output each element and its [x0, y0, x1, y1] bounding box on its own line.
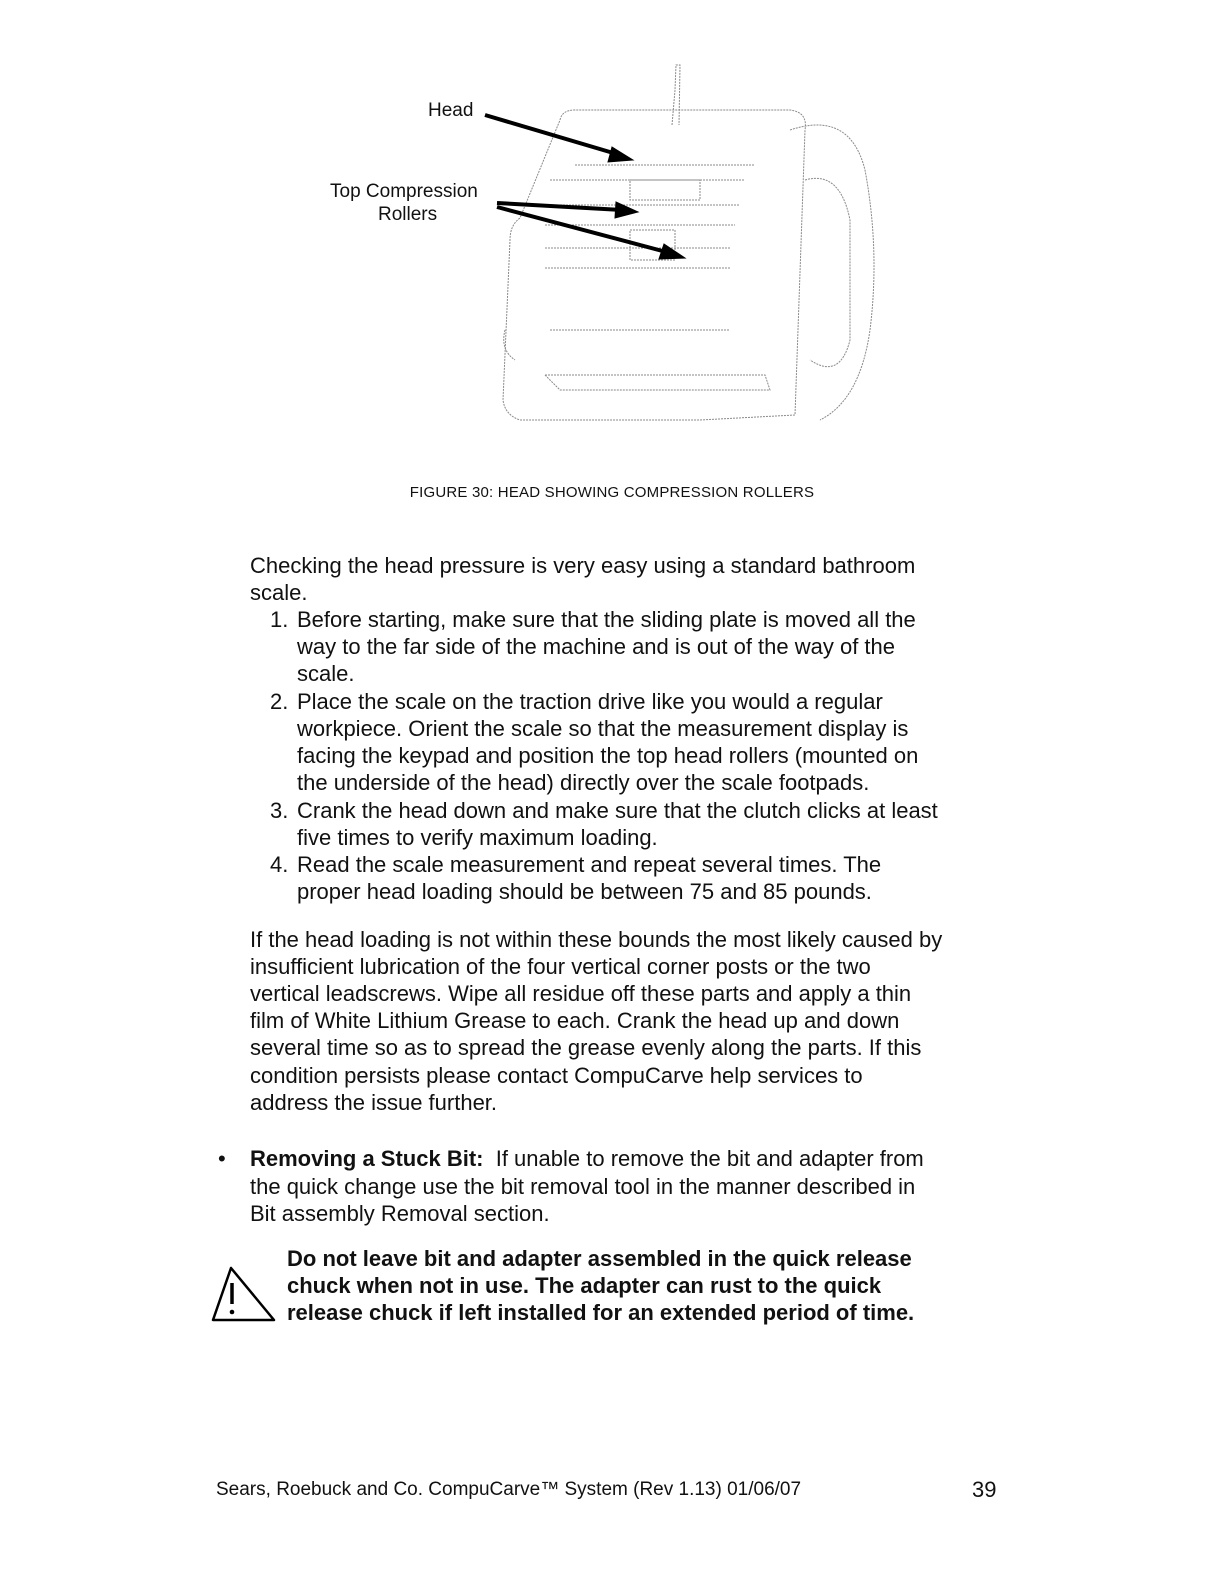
step-line: Read the scale measurement and repeat several times. The: [297, 852, 882, 877]
intro-line: Checking the head pressure is very easy using a standard bathroom: [250, 553, 916, 578]
step-line: the underside of the head) directly over the scale footpads.: [297, 770, 870, 795]
step-line: workpiece. Orient the scale so that the measurement display is: [297, 716, 909, 741]
step-number: 2.: [270, 689, 289, 714]
paragraph-line: vertical leadscrews. Wipe all residue off these parts and apply a thin: [250, 981, 912, 1006]
paragraph-line: condition persists please contact CompuCarve help services to: [250, 1063, 863, 1088]
step-line: scale.: [297, 661, 355, 686]
step-line: way to the far side of the machine and is out of the way of the: [297, 634, 896, 659]
head-figure-illustration: [0, 0, 1224, 480]
step-line: five times to verify maximum loading.: [297, 825, 658, 850]
bullet-first-line: [250, 1145, 924, 1172]
step-number: 1.: [270, 607, 289, 632]
warning-line: release chuck if left installed for an extended period of time.: [287, 1300, 915, 1325]
intro-line: scale.: [250, 580, 308, 605]
step-line: Before starting, make sure that the sliding plate is moved all the: [297, 607, 916, 632]
warning-line: Do not leave bit and adapter assembled in the quick release: [287, 1246, 912, 1271]
paragraph-line: several time so as to spread the grease evenly along the parts. If this: [250, 1035, 922, 1060]
paragraph-line: If the head loading is not within these bounds the most likely caused by: [250, 927, 943, 952]
bullet-line: Bit assembly Removal section.: [250, 1201, 550, 1226]
bullet-symbol: •: [218, 1146, 226, 1171]
warning-line: chuck when not in use. The adapter can rust to the quick: [287, 1273, 882, 1298]
figure-caption-text: FIGURE 30: HEAD SHOWING COMPRESSION ROLLERS: [409, 484, 815, 501]
paragraph-line: address the issue further.: [250, 1090, 498, 1115]
figure-label-rollers: Rollers: [378, 204, 438, 225]
footer-text: Sears, Roebuck and Co. CompuCarve™ System (Rev 1.13) 01/06/07: [216, 1479, 802, 1500]
step-line: Place the scale on the traction drive like you would a regular: [297, 689, 883, 714]
figure-label-top-compression: Top Compression: [330, 181, 478, 202]
step-line: Crank the head down and make sure that the clutch clicks at least: [297, 798, 938, 823]
figure-label-head: Head: [428, 100, 474, 121]
step-number: 4.: [270, 852, 289, 877]
bullet-line: the quick change use the bit removal tool in the manner described in: [250, 1174, 916, 1199]
step-line: proper head loading should be between 75 and 85 pounds.: [297, 879, 872, 904]
step-line: facing the keypad and position the top head rollers (mounted on: [297, 743, 919, 768]
step-number: 3.: [270, 798, 289, 823]
paragraph-line: insufficient lubrication of the four vertical corner posts or the two: [250, 954, 871, 979]
figure-caption: [0, 484, 1224, 501]
page-number: 39: [972, 1477, 997, 1502]
paragraph-line: film of White Lithium Grease to each. Crank the head up and down: [250, 1008, 900, 1033]
bullet-title: Removing a Stuck Bit:: [250, 1146, 484, 1171]
bullet-line: If unable to remove the bit and adapter from: [495, 1146, 924, 1171]
